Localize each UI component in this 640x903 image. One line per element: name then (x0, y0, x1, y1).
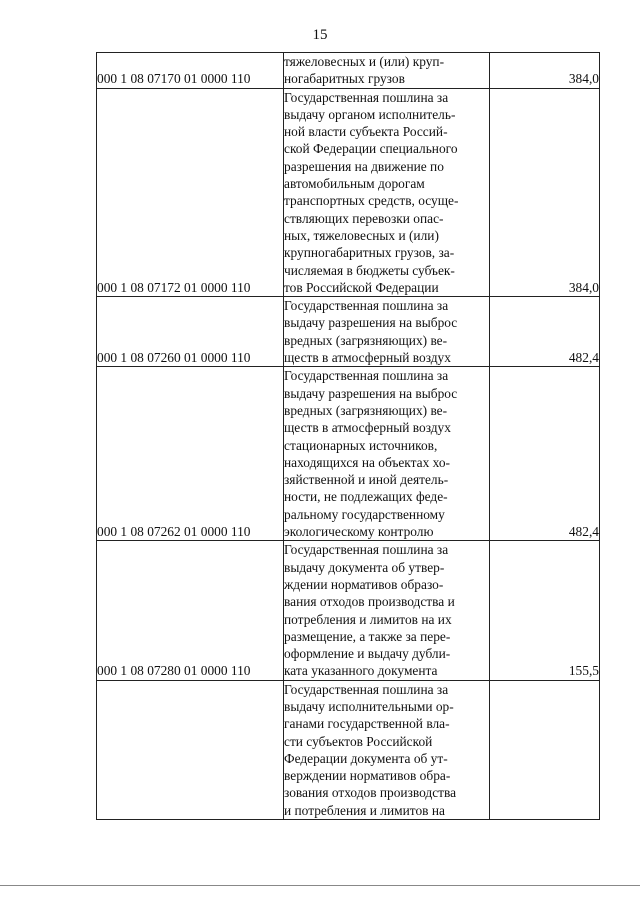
description-line: Государственная пошлина за (284, 298, 449, 314)
description-line: потребления и лимитов на их (284, 611, 452, 627)
description-line: ката указанного документа (284, 663, 438, 679)
description-line: автомобильным дорогам (284, 176, 425, 192)
description-line: Государственная пошлина за (284, 89, 449, 105)
amount-cell: 482,4 (490, 297, 600, 367)
description-line: находящихся на объектах хо- (284, 454, 450, 470)
table-row (97, 541, 600, 680)
description-line: ральному государственному (284, 506, 445, 522)
description-line: Государственная пошлина за (284, 542, 449, 558)
description-line: выдачу разрешения на выброс (284, 315, 458, 331)
description-cell (284, 88, 490, 297)
budget-table (96, 52, 600, 820)
amount-cell: 155,5 (490, 541, 600, 680)
description-line: Государственная пошлина за (284, 681, 449, 697)
description-line: сти субъектов Российской (284, 733, 433, 749)
description-line: вредных (загрязняющих) ве- (284, 402, 448, 418)
description-line: ганами государственной вла- (284, 716, 450, 732)
description-line: ской Федерации специального (284, 141, 458, 157)
description-line: Федерации документа об ут- (284, 750, 448, 766)
budget-table-body (97, 53, 600, 820)
description-line: выдачу исполнительными ор- (284, 698, 454, 714)
description-line: и потребления и лимитов на (284, 802, 445, 818)
description-cell (284, 680, 490, 819)
description-cell (284, 541, 490, 680)
amount-cell (490, 680, 600, 819)
bottom-edge-line (0, 885, 640, 886)
description-line: ществ в атмосферный воздух (284, 420, 451, 436)
budget-code-cell: 000 1 08 07262 01 0000 110 (97, 367, 284, 541)
table-row (97, 367, 600, 541)
description-line: крупногабаритных грузов, за- (284, 245, 455, 261)
description-line: выдачу документа об утвер- (284, 559, 445, 575)
description-line: тяжеловесных и (или) круп- (284, 54, 445, 69)
description-line: верждении нормативов обра- (284, 768, 451, 784)
amount-cell: 384,0 (490, 53, 600, 89)
table-row (97, 680, 600, 819)
description-line: числяемая в бюджеты субъек- (284, 262, 455, 278)
description-line: ногабаритных грузов (284, 71, 405, 87)
budget-code-cell: 000 1 08 07280 01 0000 110 (97, 541, 284, 680)
page-number: 15 (312, 27, 328, 43)
description-line: ствляющих перевозки опас- (284, 210, 444, 226)
description-line: вредных (загрязняющих) ве- (284, 332, 448, 348)
description-line: ности, не подлежащих феде- (284, 489, 448, 505)
budget-code-cell (97, 680, 284, 819)
budget-code-cell: 000 1 08 07170 01 0000 110 (97, 53, 284, 89)
description-line: выдачу органом исполнитель- (284, 106, 456, 122)
description-line: транспортных средств, осуще- (284, 193, 459, 209)
table-row (97, 53, 600, 89)
description-cell (284, 53, 490, 89)
description-line: вания отходов производства и (284, 594, 455, 610)
description-line: зяйственной и иной деятель- (284, 472, 449, 488)
description-line: ных, тяжеловесных и (или) (284, 227, 439, 243)
description-line: тов Российской Федерации (284, 279, 439, 295)
amount-cell: 384,0 (490, 88, 600, 297)
description-line: оформление и выдачу дубли- (284, 646, 451, 662)
description-line: выдачу разрешения на выброс (284, 385, 458, 401)
description-line: ществ в атмосферный воздух (284, 350, 451, 366)
amount-cell: 482,4 (490, 367, 600, 541)
description-cell (284, 367, 490, 541)
description-line: ной власти субъекта Россий- (284, 124, 448, 140)
description-line: стационарных источников, (284, 437, 438, 453)
description-line: разрешения на движение по (284, 158, 444, 174)
table-row (97, 88, 600, 297)
budget-code-cell: 000 1 08 07172 01 0000 110 (97, 88, 284, 297)
table-row (97, 297, 600, 367)
description-line: размещение, а также за пере- (284, 628, 451, 644)
description-line: ждении нормативов образо- (284, 576, 444, 592)
description-line: зования отходов производства (284, 785, 457, 801)
description-line: Государственная пошлина за (284, 368, 449, 384)
description-cell (284, 297, 490, 367)
description-line: экологическому контролю (284, 524, 434, 540)
budget-code-cell: 000 1 08 07260 01 0000 110 (97, 297, 284, 367)
